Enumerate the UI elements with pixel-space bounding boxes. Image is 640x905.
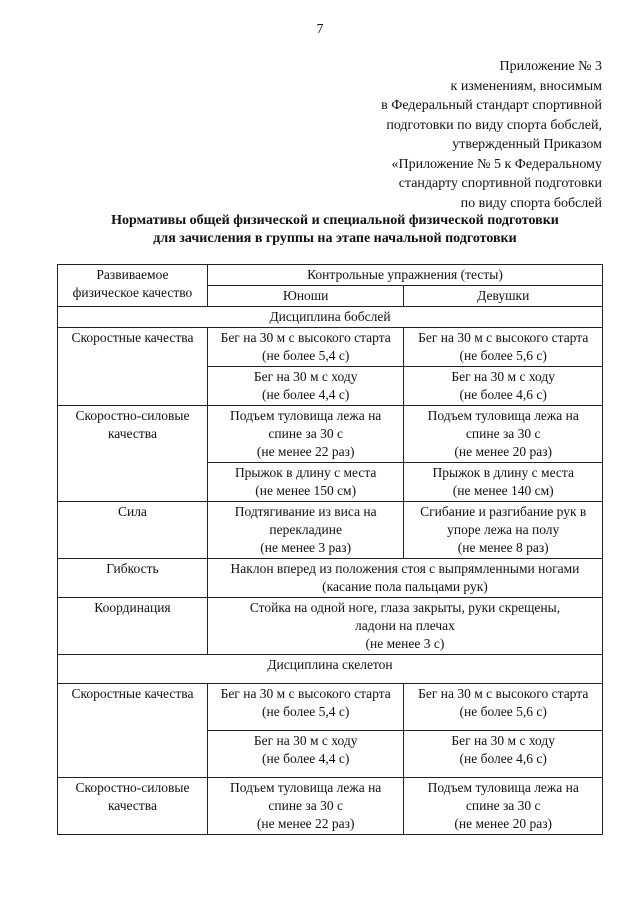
cell-line: (не менее 140 см) xyxy=(452,483,554,498)
header-quality-cell xyxy=(58,265,208,307)
cell-line: Подъем туловища лежа на xyxy=(427,780,579,795)
cell-line: спине за 30 с xyxy=(268,798,343,813)
cell-line: (не менее 22 раз) xyxy=(256,444,355,459)
cell-line: качества xyxy=(107,426,157,441)
cell-line: упоре лежа на полу xyxy=(447,522,560,537)
quality-cell: Скоростные качества xyxy=(58,684,208,778)
cell-line: (не более 5,6 с) xyxy=(459,348,547,363)
cell-line: Подъем туловища лежа на xyxy=(427,408,579,423)
cell-line: Дисциплина скелетон xyxy=(267,657,393,672)
appendix-line: в Федеральный стандарт спортивной xyxy=(381,98,602,113)
cell-line: Бег на 30 м с ходу xyxy=(451,733,556,748)
both-cell xyxy=(207,598,602,655)
cell-line: Сгибание и разгибание рук в xyxy=(420,504,587,519)
cell-line: (не более 4,4 с) xyxy=(261,751,350,766)
cell-line: (не менее 22 раз) xyxy=(256,816,355,831)
boys-cell xyxy=(207,328,404,367)
cell-line: Прыжок в длину с места xyxy=(234,465,377,480)
girls-cell xyxy=(404,367,603,406)
girls-cell xyxy=(404,778,603,835)
header-tests-cell: Контрольные упражнения (тесты) xyxy=(207,265,602,286)
boys-cell xyxy=(207,502,404,559)
appendix-line: по виду спорта бобслей xyxy=(460,195,602,211)
discipline-bobsleigh-cell: Дисциплина бобслей xyxy=(58,307,603,328)
girls-cell xyxy=(404,502,603,559)
cell-line: (не менее 8 раз) xyxy=(457,540,549,555)
appendix-line: утвержденный Приказом xyxy=(452,137,602,152)
boys-cell xyxy=(207,684,404,731)
title-line: для зачисления в группы на этапе начальной подготовки xyxy=(153,231,517,246)
header-quality-line: физическое качество xyxy=(72,285,193,300)
header-boys-cell: Юноши xyxy=(207,286,404,307)
cell-line: Прыжок в длину с места xyxy=(432,465,574,480)
girls-cell xyxy=(404,406,603,463)
cell-line: Бег на 30 м с высокого старта xyxy=(220,330,391,345)
discipline-row xyxy=(58,655,603,684)
cell-line: Бег на 30 м с высокого старта xyxy=(220,686,391,701)
quality-cell xyxy=(58,406,208,502)
cell-line: (касание пола пальцами рук) xyxy=(322,579,488,594)
boys-cell xyxy=(207,367,404,406)
cell-line: Скоростно-силовые xyxy=(75,408,190,423)
cell-line: Подтягивание из виса на xyxy=(234,504,377,519)
girls-cell xyxy=(404,463,603,502)
document-title xyxy=(40,212,630,248)
boys-cell xyxy=(207,463,404,502)
cell-line: (не менее 3 с) xyxy=(365,636,445,651)
cell-line: Бег на 30 м с ходу xyxy=(253,733,358,748)
cell-line: (не более 5,6 с) xyxy=(459,704,547,719)
appendix-line: к изменениям, вносимым xyxy=(450,78,602,94)
appendix-line: подготовки по виду спорта бобслей, xyxy=(386,117,602,133)
quality-cell: Координация xyxy=(58,598,208,655)
cell-line: перекладине xyxy=(269,522,342,537)
cell-line: Подъем туловища лежа на xyxy=(230,408,382,423)
cell-line: Бег на 30 м с ходу xyxy=(253,369,358,384)
quality-cell xyxy=(58,778,208,835)
cell-line: Бег на 30 м с высокого старта xyxy=(418,686,589,701)
table-row xyxy=(58,684,603,731)
page-number: 7 xyxy=(316,22,324,37)
table-row xyxy=(58,406,603,463)
cell-line: Бег на 30 м с высокого старта xyxy=(418,330,589,345)
header-quality-line: Развиваемое xyxy=(96,267,169,282)
girls-cell xyxy=(404,328,603,367)
appendix-line: Приложение № 3 xyxy=(499,59,602,74)
girls-cell xyxy=(404,731,603,778)
quality-cell: Скоростные качества xyxy=(58,328,208,406)
cell-line: (не менее 150 см) xyxy=(255,483,357,498)
cell-line: Бег на 30 м с ходу xyxy=(451,369,556,384)
discipline-row xyxy=(58,307,603,328)
table-row xyxy=(58,778,603,835)
norms-table xyxy=(57,264,603,835)
cell-line: (не более 4,6 с) xyxy=(459,751,547,766)
discipline-skeleton-cell xyxy=(58,655,603,684)
cell-line: качества xyxy=(107,798,157,813)
table-row xyxy=(58,328,603,367)
cell-line: спине за 30 с xyxy=(465,798,541,813)
cell-line: (не менее 20 раз) xyxy=(454,444,553,459)
girls-cell xyxy=(404,684,603,731)
cell-line: Наклон вперед из положения стоя с выпрямленными ногами xyxy=(230,561,580,576)
cell-line: спине за 30 с xyxy=(268,426,343,441)
cell-line: Скоростно-силовые xyxy=(75,780,190,795)
both-cell xyxy=(207,559,602,598)
cell-line: (не более 4,6 с) xyxy=(459,387,547,402)
cell-line: (не более 5,4 с) xyxy=(261,704,350,719)
appendix-line: стандарту спортивной подготовки xyxy=(398,176,602,191)
cell-line: (не более 5,4 с) xyxy=(261,348,350,363)
cell-line: ладони на плечах xyxy=(355,618,455,633)
table-row xyxy=(58,502,603,559)
cell-line: (не менее 3 раз) xyxy=(260,540,352,555)
cell-line: Стойка на одной ноге, глаза закрыты, руки скрещены, xyxy=(249,600,561,615)
boys-cell xyxy=(207,406,404,463)
appendix-block xyxy=(302,57,602,213)
boys-cell xyxy=(207,731,404,778)
appendix-line: «Приложение № 5 к Федеральному xyxy=(391,156,602,172)
table-row xyxy=(58,598,603,655)
cell-line: Подъем туловища лежа на xyxy=(230,780,382,795)
table-row xyxy=(58,559,603,598)
title-line: Нормативы общей физической и специальной физической подготовки xyxy=(111,213,559,228)
table-header-row xyxy=(58,265,603,286)
cell-line: (не более 4,4 с) xyxy=(261,387,350,402)
boys-cell xyxy=(207,778,404,835)
header-girls-cell: Девушки xyxy=(404,286,603,307)
quality-cell: Сила xyxy=(58,502,208,559)
quality-cell: Гибкость xyxy=(58,559,208,598)
cell-line: спине за 30 с xyxy=(465,426,541,441)
cell-line: (не менее 20 раз) xyxy=(454,816,553,831)
